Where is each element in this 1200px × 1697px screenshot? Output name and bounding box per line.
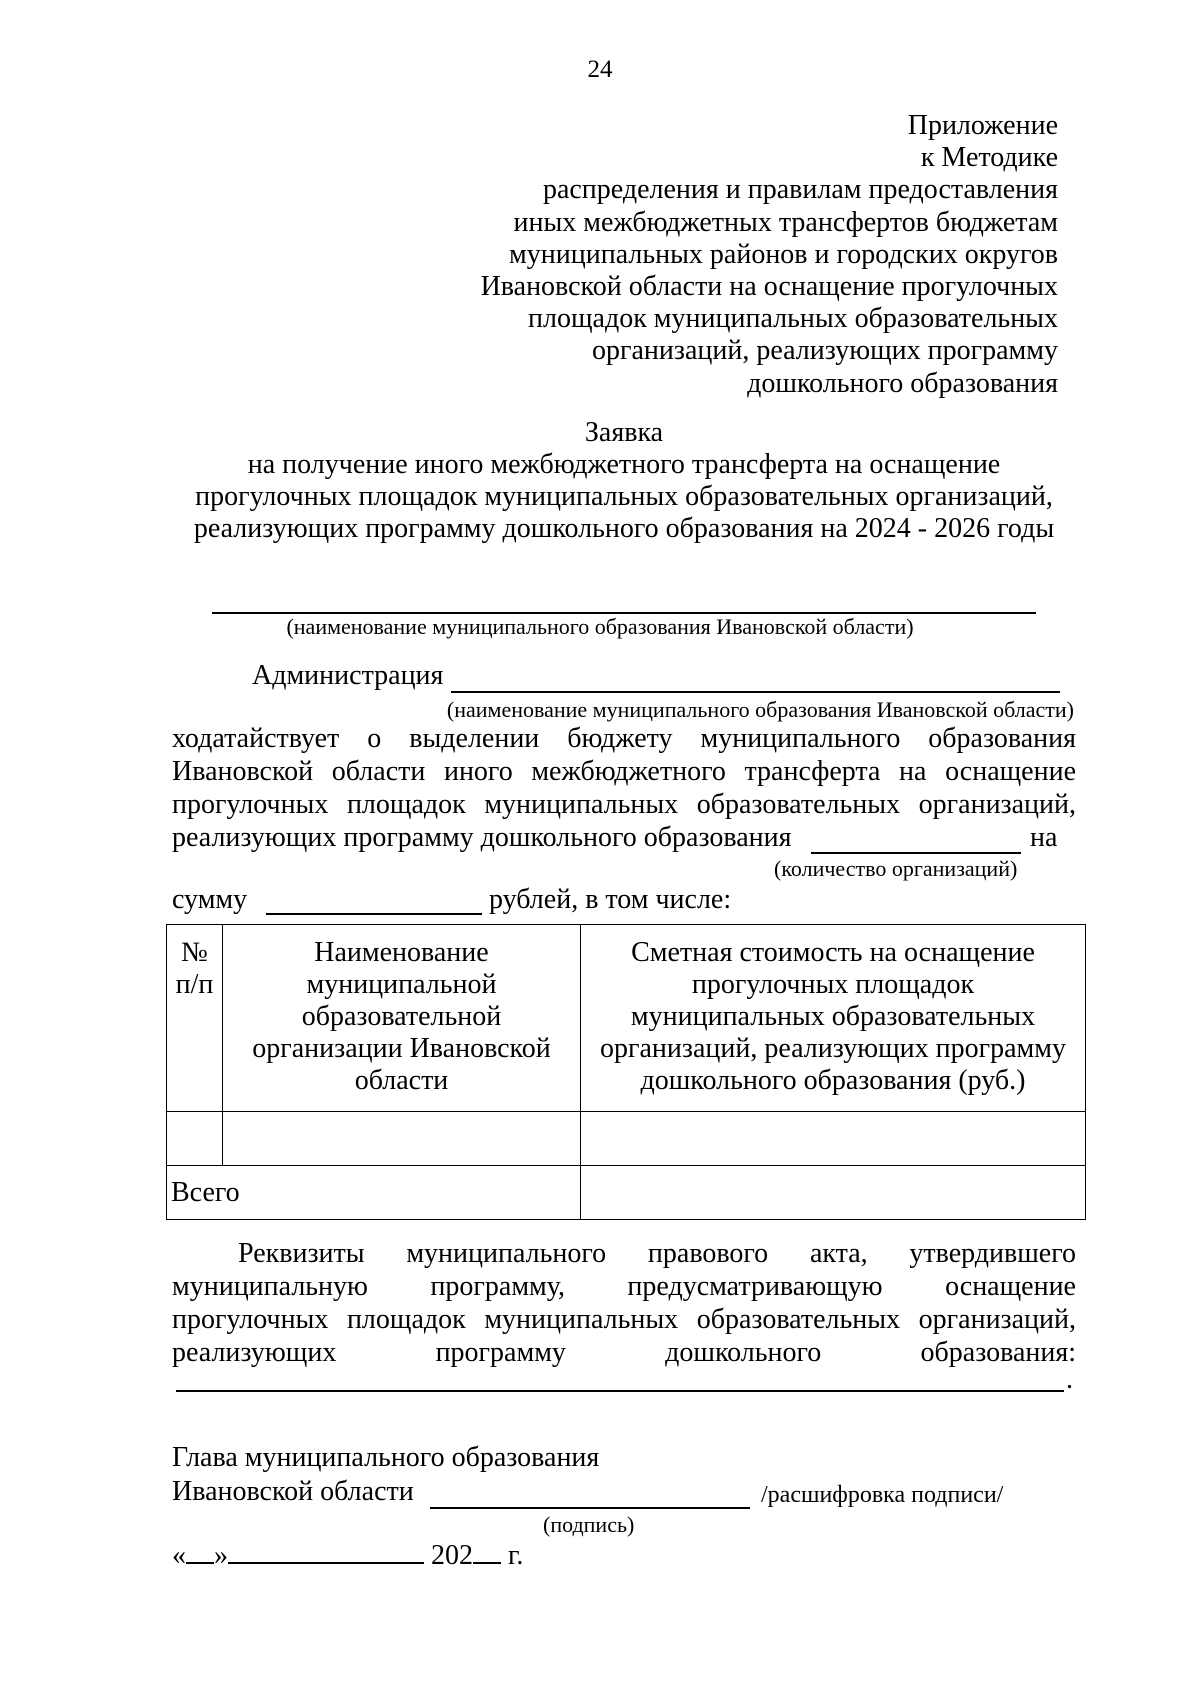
title-line: реализующих программу дошкольного образования на 2024 - 2026 годы — [193, 513, 1055, 544]
header-text: организаций, реализующих программу — [600, 1033, 1066, 1064]
paragraph-line: ходатайствует о выделении бюджету муниципального образования — [172, 723, 1076, 754]
appendix-line: муниципальных районов и городских округов — [509, 238, 1058, 270]
organizations-table — [166, 924, 1086, 1220]
signature-caption: (подпись) — [543, 1512, 635, 1537]
paragraph-line: Ивановской области иного межбюджетного трансферта на оснащение — [172, 756, 1076, 787]
paragraph-line: реализующих программу дошкольного образования — [172, 822, 792, 853]
title-line: прогулочных площадок муниципальных образовательных организаций, — [195, 481, 1053, 512]
appendix-header — [481, 110, 1058, 400]
appendix-line: иных межбюджетных трансфертов бюджетам — [513, 206, 1058, 238]
appendix-line: организаций, реализующих программу — [592, 335, 1058, 367]
total-label: Всего — [167, 1166, 581, 1220]
requisites-line: реализующих программу дошкольного образования: — [172, 1337, 1076, 1368]
table-total-row — [167, 1166, 1086, 1220]
empty-cell[interactable] — [581, 1112, 1086, 1166]
signature-decode: /расшифровка подписи/ — [761, 1482, 1004, 1508]
appendix-line: Ивановской области на оснащение прогулочных — [480, 271, 1058, 303]
date-quote-open: « — [172, 1540, 186, 1571]
sum-label: сумму — [172, 884, 248, 915]
appendix-line: площадок муниципальных образовательных — [528, 303, 1058, 335]
appendix-line: к Методике — [920, 142, 1058, 174]
sum-suffix: рублей, в том числе: — [489, 884, 732, 915]
title-line: на получение иного межбюджетного трансферта на оснащение — [247, 449, 1001, 480]
sum-field[interactable] — [266, 913, 482, 915]
admin-label: Администрация — [252, 660, 444, 691]
document-title — [160, 417, 1088, 545]
requisites-line: Реквизиты муниципального правового акта, утвердившего — [238, 1238, 1076, 1269]
title-heading: Заявка — [584, 417, 664, 448]
date-quote-close: » — [214, 1540, 228, 1571]
header-text: п/п — [175, 969, 214, 1000]
header-text: Сметная стоимость на оснащение — [631, 937, 1035, 968]
date-year-prefix: 202 — [431, 1540, 473, 1571]
header-text: муниципальных образовательных — [630, 1001, 1036, 1032]
paragraph-line: прогулочных площадок муниципальных образовательных организаций, — [172, 789, 1076, 820]
signature-region: Ивановской области — [172, 1476, 414, 1507]
header-text: Наименование — [314, 937, 489, 968]
header-text: организации Ивановской — [252, 1033, 551, 1064]
header-text: области — [354, 1065, 449, 1096]
header-text: образовательной — [301, 1001, 502, 1032]
signature-title: Глава муниципального образования — [172, 1442, 600, 1473]
date-month-field[interactable] — [228, 1536, 424, 1564]
col-name-header — [223, 925, 581, 1112]
header-text: муниципальной — [306, 969, 497, 1000]
col-number-header — [167, 925, 223, 1112]
empty-cell[interactable] — [167, 1112, 223, 1166]
page-number: 24 — [587, 56, 613, 83]
organization-count-field[interactable] — [811, 852, 1021, 854]
header-text: прогулочных площадок — [691, 969, 975, 1000]
admin-name-field[interactable] — [451, 691, 1060, 693]
date-year-suffix: г. — [508, 1540, 524, 1571]
requisites-line: муниципальную программу, предусматривающую оснащение — [172, 1271, 1076, 1302]
appendix-line: Приложение — [907, 110, 1058, 141]
table-header-row — [167, 925, 1086, 1112]
requisites-line: прогулочных площадок муниципальных образовательных организаций, — [172, 1304, 1076, 1335]
total-value-cell[interactable] — [581, 1166, 1086, 1220]
count-caption: (количество организаций) — [774, 856, 1018, 881]
date-year-field[interactable] — [473, 1536, 501, 1564]
empty-cell[interactable] — [223, 1112, 581, 1166]
header-text: дошкольного образования (руб.) — [640, 1065, 1026, 1096]
paragraph-line-end: на — [1030, 822, 1058, 853]
col-cost-header — [581, 925, 1086, 1112]
date-line — [172, 1536, 523, 1572]
appendix-line: распределения и правилам предоставления — [542, 174, 1058, 206]
signature-field[interactable] — [430, 1507, 750, 1509]
municipality-name-caption: (наименование муниципального образования Ивановской области) — [286, 614, 914, 639]
requisites-field[interactable] — [176, 1390, 1064, 1392]
table-row — [167, 1112, 1086, 1166]
header-text: № — [181, 937, 208, 968]
requisites-dot: . — [1066, 1364, 1073, 1395]
date-day-field[interactable] — [186, 1536, 214, 1564]
appendix-line: дошкольного образования — [747, 367, 1058, 399]
admin-name-caption: (наименование муниципального образования Ивановской области) — [446, 697, 1074, 722]
